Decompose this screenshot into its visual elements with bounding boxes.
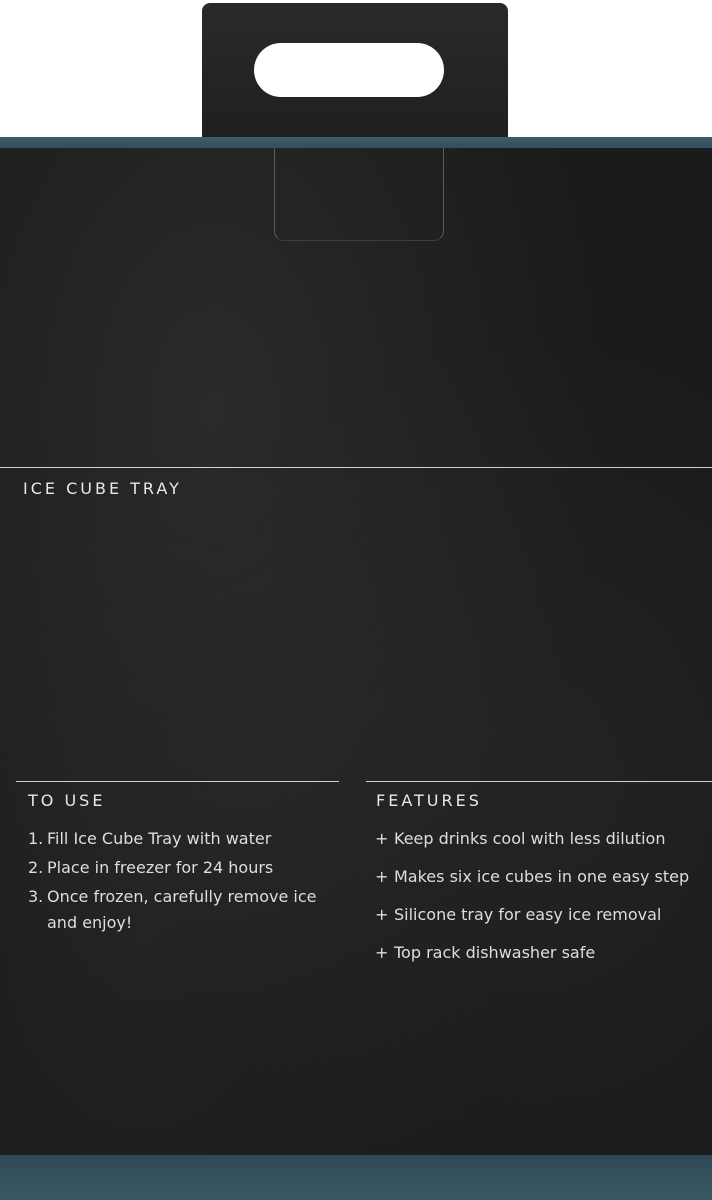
list-item [375,902,705,928]
bottom-accent-band [0,1155,712,1200]
feature-text: Top rack dishwasher safe [394,943,596,962]
step-number: 1. [28,829,44,848]
step-text: Place in freezer for 24 hours [47,858,274,877]
plus-icon: + [375,943,389,962]
to-use-heading: TO USE [28,791,106,810]
list-item [28,855,338,881]
top-flap [274,148,444,241]
product-title: ICE CUBE TRAY [23,479,182,498]
package-back-panel [0,148,712,1200]
feature-text: Keep drinks cool with less dilution [394,829,666,848]
to-use-divider [16,781,339,782]
features-heading: FEATURES [376,791,482,810]
list-item [375,826,705,852]
feature-text: Silicone tray for easy ice removal [394,905,662,924]
feature-text: Makes six ice cubes in one easy step [394,867,690,886]
step-number: 2. [28,858,44,877]
list-item [28,884,338,936]
to-use-steps [28,826,338,939]
features-list [375,826,705,978]
plus-icon: + [375,905,389,924]
plus-icon: + [375,829,389,848]
step-text: Once frozen, carefully remove ice and enjoy! [47,887,317,932]
features-divider [366,781,712,782]
step-number: 3. [28,887,44,906]
list-item [375,864,705,890]
list-item [375,940,705,966]
hang-hole [254,43,444,97]
list-item [28,826,338,852]
title-divider [0,467,712,468]
plus-icon: + [375,867,389,886]
step-text: Fill Ice Cube Tray with water [47,829,272,848]
hang-tab [202,3,508,153]
